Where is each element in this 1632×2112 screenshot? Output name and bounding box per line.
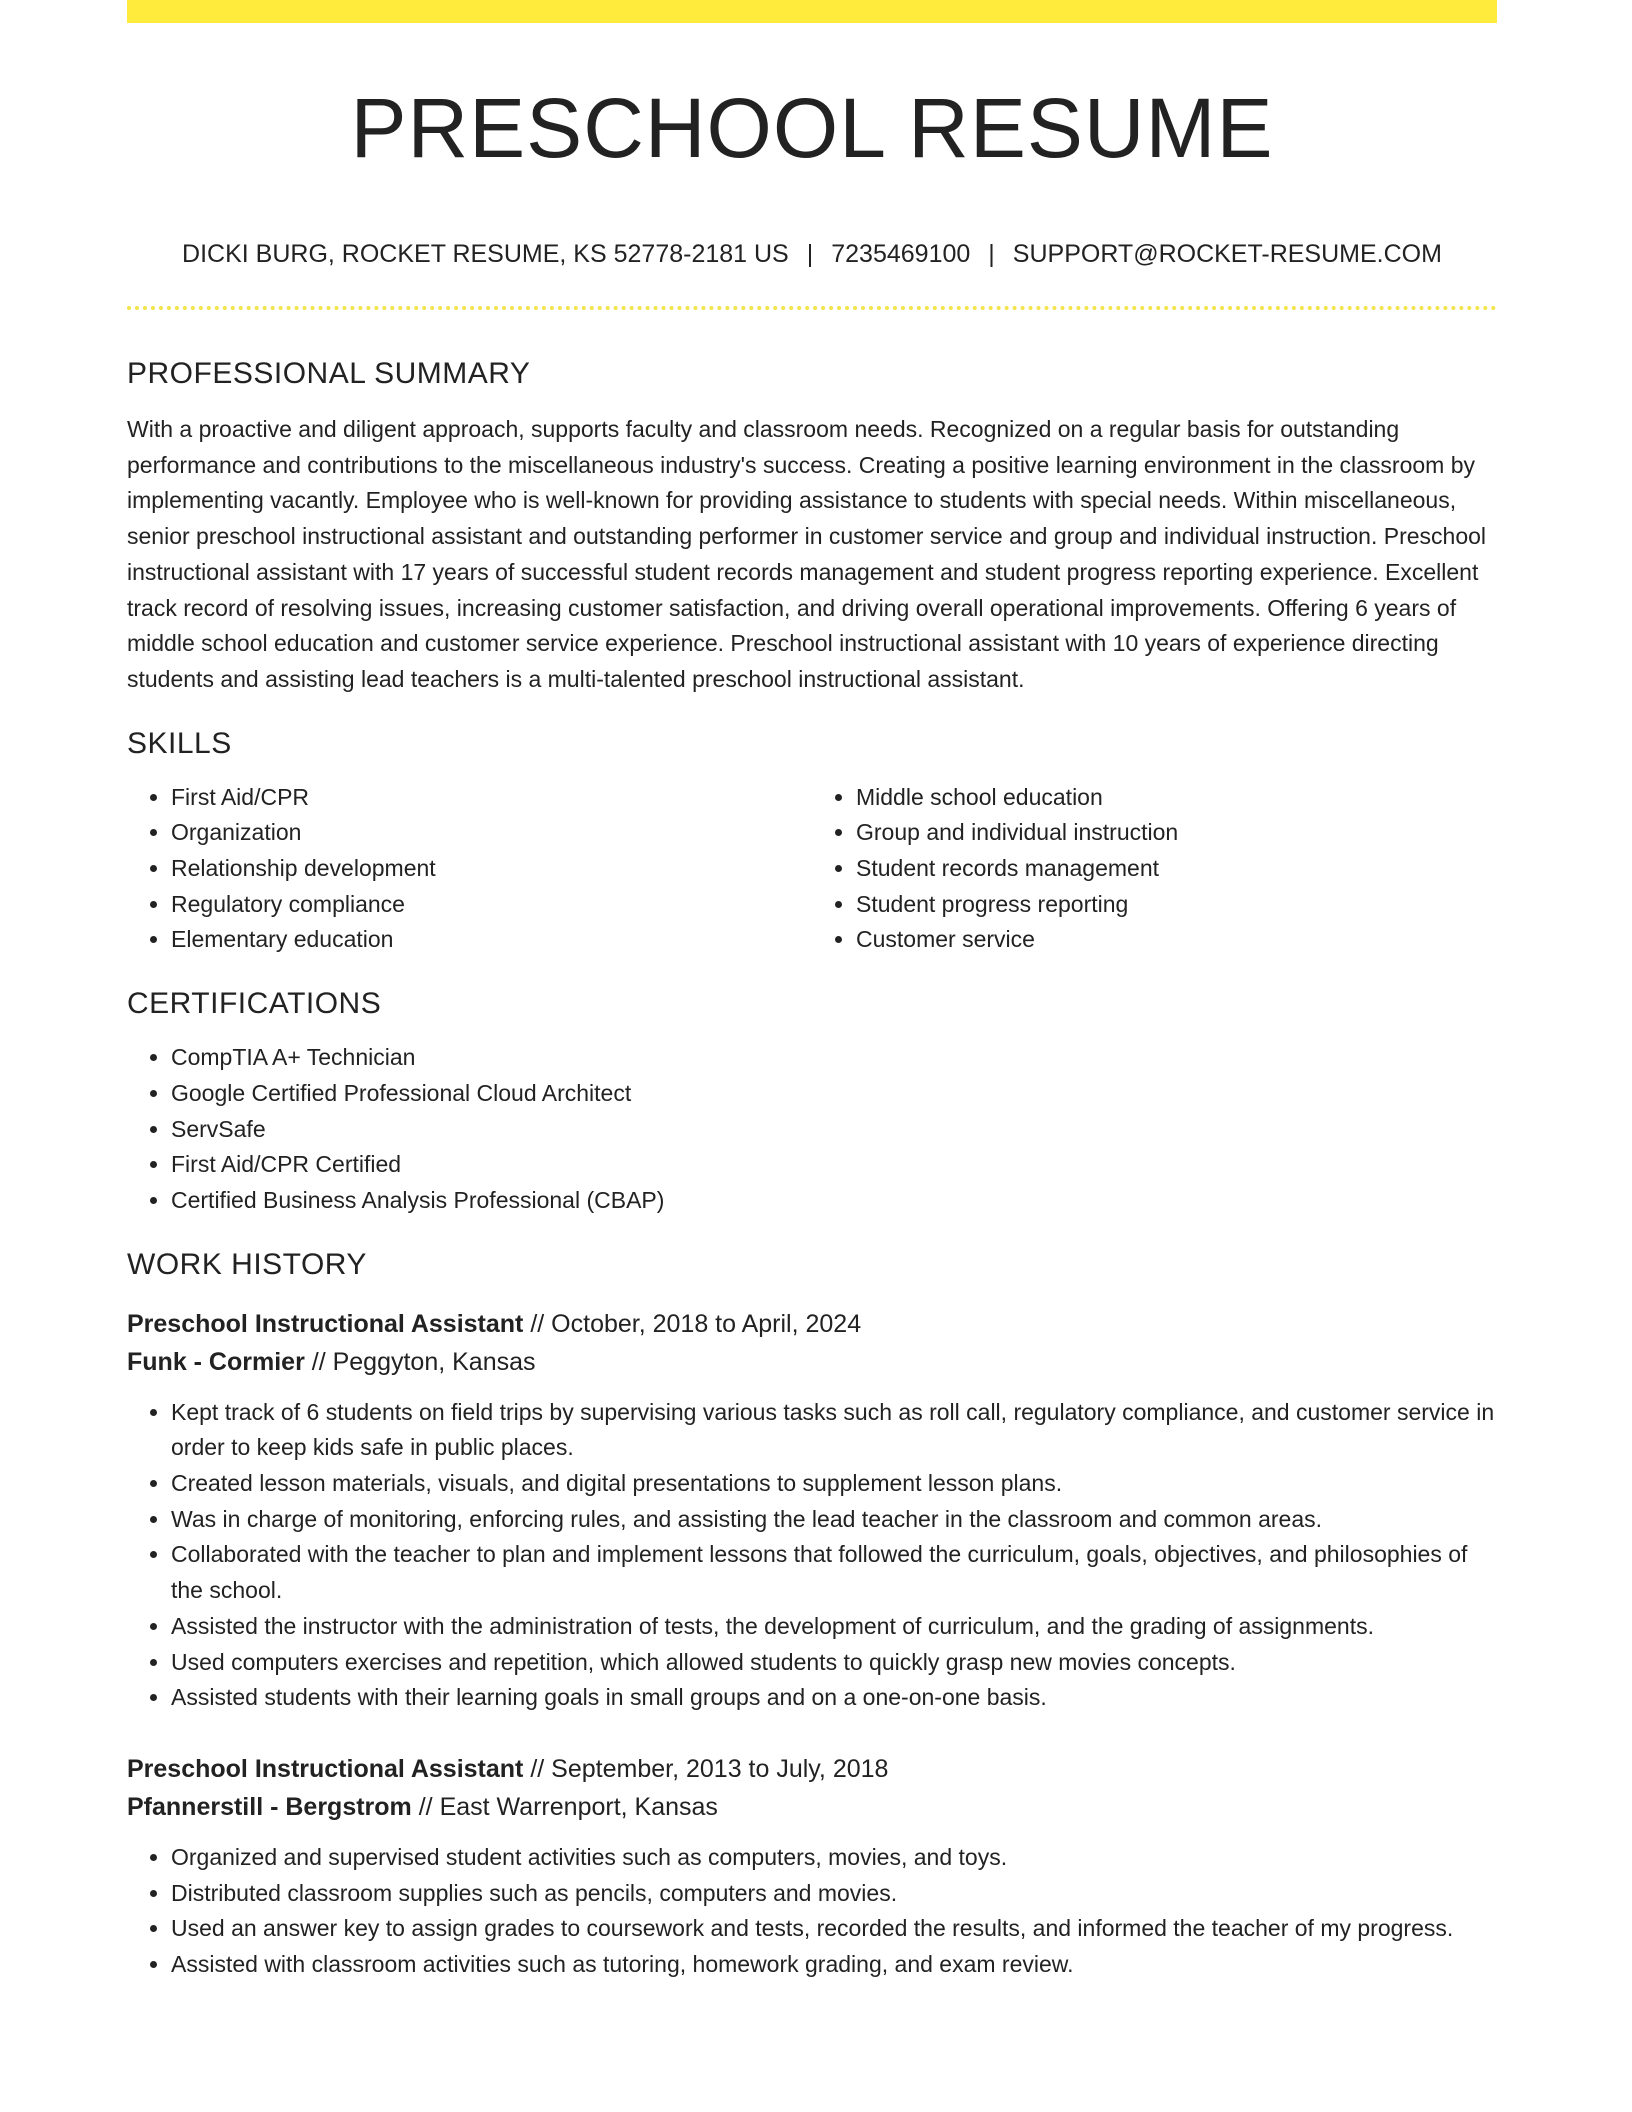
job-bullets bbox=[127, 1395, 1497, 1716]
job-bullet: • Distributed classroom supplies such as pencils, computers and movies. bbox=[171, 1876, 1497, 1912]
job-dates: // September, 2013 to July, 2018 bbox=[523, 1754, 889, 1783]
job-bullets bbox=[127, 1840, 1497, 1983]
job-bullet: • Collaborated with the teacher to plan and implement lessons that followed the curriculum, goals, objectives, and philosophies of the school. bbox=[171, 1537, 1497, 1608]
skill-item: • Customer service bbox=[856, 922, 1497, 958]
dotted-divider bbox=[127, 306, 1497, 310]
skill-item: • Elementary education bbox=[171, 922, 812, 958]
job-bullet: • Created lesson materials, visuals, and digital presentations to supplement lesson plans. bbox=[171, 1466, 1497, 1502]
job-bullet: • Organized and supervised student activities such as computers, movies, and toys. bbox=[171, 1840, 1497, 1876]
job-title-line bbox=[127, 1305, 1497, 1343]
job-bullet: • Used computers exercises and repetition, which allowed students to quickly grasp new movies concepts. bbox=[171, 1645, 1497, 1681]
job-bullet: • Used an answer key to assign grades to coursework and tests, recorded the results, and informed the teacher of my progress. bbox=[171, 1911, 1497, 1947]
contact-address: DICKI BURG, ROCKET RESUME, KS 52778-2181 US bbox=[182, 240, 789, 268]
skills-right-list bbox=[812, 780, 1497, 959]
job-location: // East Warrenport, Kansas bbox=[411, 1792, 718, 1821]
job-bullet: • Was in charge of monitoring, enforcing rules, and assisting the lead teacher in the classroom and common areas. bbox=[171, 1502, 1497, 1538]
job-title: Preschool Instructional Assistant bbox=[127, 1754, 524, 1783]
certification-item: • ServSafe bbox=[171, 1112, 1497, 1148]
top-accent-bar bbox=[127, 0, 1497, 23]
job-title: Preschool Instructional Assistant bbox=[127, 1309, 524, 1338]
skills-left-list bbox=[127, 780, 812, 959]
summary-text: With a proactive and diligent approach, supports faculty and classroom needs. Recognized on a regular basis for outstanding performance and contributions to the miscellaneous industry's success. Creating a positive learning environment in the classroom by implementing vacantly. Employee who is well-known for providing assistance to students with special needs. Within miscellaneous, senior preschool instructional assistant and outstanding performer in customer service and group and individual instruction. Preschool instructional assistant with 17 years of successful student records management and student progress reporting experience. Excellent track record of resolving issues, increasing customer satisfaction, and driving overall operational improvements. Offering 6 years of middle school education and customer service experience. Preschool instructional assistant with 10 years of experience directing students and assisting lead teachers is a multi-talented preschool instructional assistant. bbox=[127, 416, 1487, 692]
certification-item: • Google Certified Professional Cloud Architect bbox=[171, 1076, 1497, 1112]
job-bullet: • Assisted students with their learning goals in small groups and on a one-on-one basis. bbox=[171, 1680, 1497, 1716]
certifications-heading: CERTIFICATIONS bbox=[127, 987, 382, 1021]
job-entry bbox=[127, 1750, 1497, 1983]
contact-separator: | bbox=[806, 240, 814, 268]
certifications-section bbox=[127, 980, 1497, 1219]
skill-item: • Middle school education bbox=[856, 780, 1497, 816]
certification-item: • CompTIA A+ Technician bbox=[171, 1040, 1497, 1076]
contact-phone: 7235469100 bbox=[831, 240, 971, 268]
job-company: Pfannerstill - Bergstrom bbox=[127, 1792, 412, 1821]
contact-email: SUPPORT@ROCKET-RESUME.COM bbox=[1012, 240, 1442, 268]
certifications-list bbox=[127, 1040, 1497, 1219]
job-company-line bbox=[127, 1343, 1497, 1381]
skills-columns bbox=[127, 780, 1497, 959]
skill-item: • Student progress reporting bbox=[856, 887, 1497, 923]
summary-heading: PROFESSIONAL SUMMARY bbox=[127, 357, 531, 390]
skill-item: • First Aid/CPR bbox=[171, 780, 812, 816]
resume-content bbox=[127, 350, 1497, 1983]
job-bullet: • Assisted with classroom activities such as tutoring, homework grading, and exam review. bbox=[171, 1947, 1497, 1983]
skills-heading: SKILLS bbox=[127, 726, 232, 760]
job-entry bbox=[127, 1305, 1497, 1716]
work-history-heading: WORK HISTORY bbox=[127, 1247, 367, 1281]
job-company: Funk - Cormier bbox=[127, 1347, 305, 1376]
skills-section bbox=[127, 720, 1497, 959]
skill-item: • Group and individual instruction bbox=[856, 815, 1497, 851]
skill-item: • Student records management bbox=[856, 851, 1497, 887]
job-dates: // October, 2018 to April, 2024 bbox=[523, 1309, 862, 1338]
certification-item: • First Aid/CPR Certified bbox=[171, 1147, 1497, 1183]
job-bullet: • Assisted the instructor with the administration of tests, the development of curriculum, and the grading of assignments. bbox=[171, 1609, 1497, 1645]
job-bullet: • Kept track of 6 students on field trips by supervising various tasks such as roll call, regulatory compliance, and customer service in order to keep kids safe in public places. bbox=[171, 1395, 1497, 1466]
contact-line bbox=[127, 236, 1497, 272]
job-location: // Peggyton, Kansas bbox=[304, 1347, 536, 1376]
work-history-section bbox=[127, 1241, 1497, 1983]
summary-section bbox=[127, 350, 1497, 698]
contact-separator: | bbox=[988, 240, 995, 268]
skill-item: • Regulatory compliance bbox=[171, 887, 812, 923]
skill-item: • Relationship development bbox=[171, 851, 812, 887]
job-company-line bbox=[127, 1788, 1497, 1826]
resume-title: PRESCHOOL RESUME bbox=[350, 81, 1274, 175]
skill-item: • Organization bbox=[171, 815, 812, 851]
certification-item: • Certified Business Analysis Professional (CBAP) bbox=[171, 1183, 1497, 1219]
job-title-line bbox=[127, 1750, 1497, 1788]
